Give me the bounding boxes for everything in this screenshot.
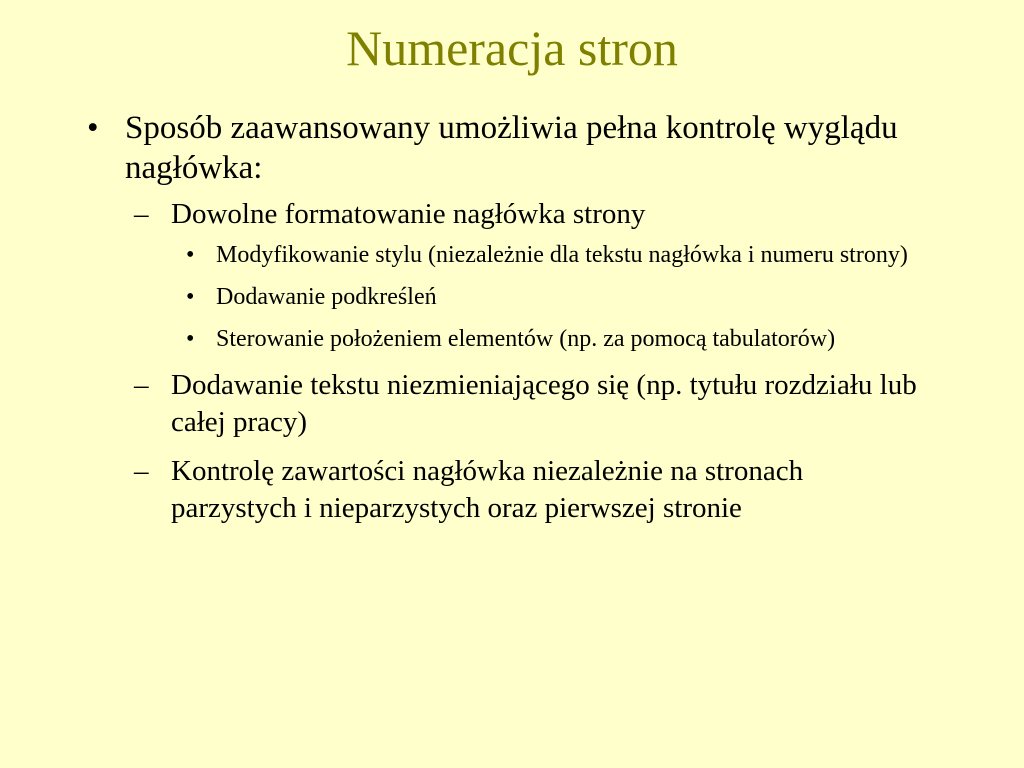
bullet-marker: • [186,242,195,268]
bullet-marker: • [186,284,195,310]
dash-marker: – [134,369,149,401]
bullet-item-level2 [134,453,931,527]
bullet-text: Modyfikowanie stylu (niezależnie dla tekstu nagłówka i numeru strony) [216,242,908,268]
bullet-item-level3 [186,323,976,355]
bullet-item-level1 [87,108,905,188]
bullet-text: Kontrolę zawartości nagłówka niezależnie na stronach parzystych i nieparzystych oraz pierwszej stronie [171,455,804,524]
bullet-text: Sterowanie położeniem elementów (np. za pomocą tabulatorów) [216,326,836,352]
bullet-item-level2 [134,367,931,441]
slide-title: Numeracja stron [346,20,678,76]
bullet-marker: • [186,326,195,352]
dash-marker: – [134,198,149,230]
slide-content [0,108,1024,527]
bullet-text: Dowolne formatowanie nagłówka strony [171,198,646,230]
bullet-text: Sposób zaawansowany umożliwia pełna kontrolę wyglądu nagłówka: [125,110,898,186]
bullet-item-level3 [186,239,976,271]
bullet-item-level3 [186,281,976,313]
bullet-marker: • [87,110,99,146]
dash-marker: – [134,455,149,487]
bullet-item-level2 [134,196,931,233]
bullet-text: Dodawanie tekstu niezmieniającego się (np. tytułu rozdziału lub całej pracy) [171,369,917,438]
bullet-text: Dodawanie podkreśleń [216,284,437,310]
